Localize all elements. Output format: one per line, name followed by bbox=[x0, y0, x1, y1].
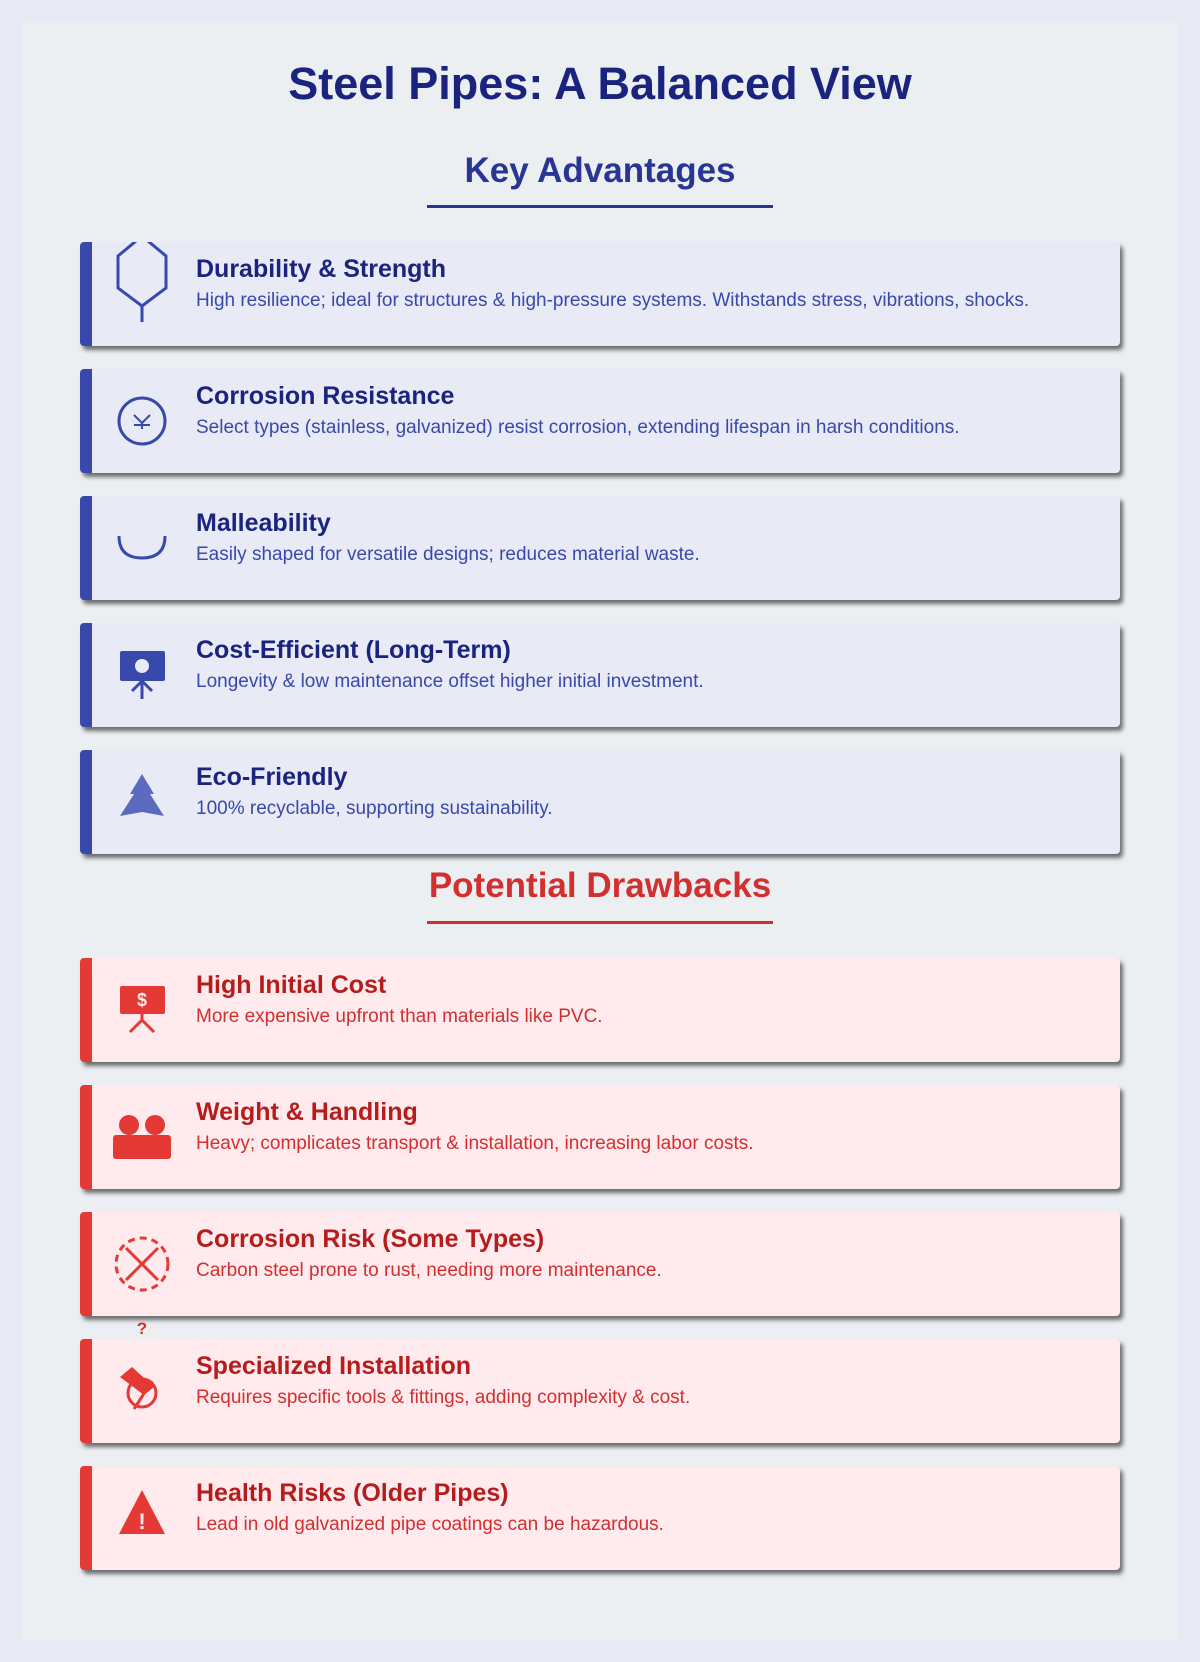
advantage-title: Malleability bbox=[196, 509, 331, 537]
tree-icon bbox=[112, 750, 172, 854]
people-icon bbox=[112, 1085, 172, 1189]
drawback-text: Heavy; complicates transport & installation, increasing labor costs. bbox=[196, 1133, 754, 1154]
svg-text:!: ! bbox=[138, 1509, 146, 1534]
dollar-sign-icon bbox=[112, 958, 172, 1062]
drawback-text: Carbon steel prone to rust, needing more maintenance. bbox=[196, 1260, 662, 1281]
advantage-card-eco-friendly bbox=[80, 750, 1120, 854]
shield-circle-icon bbox=[112, 369, 172, 473]
advantage-card-durability bbox=[80, 242, 1120, 346]
drawback-card-initial-cost bbox=[80, 958, 1120, 1062]
advantages-heading: Key Advantages bbox=[464, 151, 736, 190]
advantage-text: Select types (stainless, galvanized) resist corrosion, extending lifespan in harsh conditions. bbox=[196, 417, 960, 438]
svg-text:$: $ bbox=[136, 990, 148, 1010]
advantages-divider bbox=[427, 205, 773, 208]
tool-icon bbox=[112, 1339, 172, 1443]
hexagon-pipe-icon bbox=[112, 242, 172, 346]
drawbacks-heading: Potential Drawbacks bbox=[428, 866, 772, 905]
advantage-text: High resilience; ideal for structures & high-pressure systems. Withstands stress, vibrations, shocks. bbox=[196, 290, 1030, 311]
drawback-title: Specialized Installation bbox=[196, 1352, 472, 1380]
drawback-title: Corrosion Risk (Some Types) bbox=[196, 1225, 545, 1253]
advantage-text: 100% recyclable, supporting sustainability. bbox=[196, 798, 553, 819]
advantage-card-cost-efficient bbox=[80, 623, 1120, 727]
drawback-card-corrosion-risk bbox=[80, 1212, 1120, 1338]
drawback-title: Health Risks (Older Pipes) bbox=[196, 1479, 509, 1507]
drawback-card-health-risks bbox=[80, 1466, 1120, 1570]
drawback-text: Requires specific tools & fittings, adding complexity & cost. bbox=[196, 1387, 691, 1408]
advantage-title: Corrosion Resistance bbox=[196, 382, 455, 410]
advantage-card-corrosion-resistance bbox=[80, 369, 1120, 473]
drawback-card-specialized-installation bbox=[80, 1339, 1120, 1443]
curve-icon bbox=[112, 496, 172, 600]
advantage-text: Easily shaped for versatile designs; reduces material waste. bbox=[196, 544, 700, 565]
advantage-text: Longevity & low maintenance offset higher initial investment. bbox=[196, 671, 704, 692]
drawback-text: More expensive upfront than materials like PVC. bbox=[196, 1006, 603, 1027]
page-title: Steel Pipes: A Balanced View bbox=[288, 58, 912, 109]
advantage-title: Cost-Efficient (Long-Term) bbox=[196, 636, 511, 664]
crossed-circle-icon bbox=[112, 1212, 172, 1338]
svg-text:?: ? bbox=[136, 1319, 148, 1338]
advantage-title: Eco-Friendly bbox=[196, 763, 348, 791]
drawback-title: High Initial Cost bbox=[196, 971, 387, 999]
drawback-text: Lead in old galvanized pipe coatings can be hazardous. bbox=[196, 1514, 664, 1535]
drawback-title: Weight & Handling bbox=[196, 1098, 418, 1126]
advantage-card-malleability bbox=[80, 496, 1120, 600]
sign-icon bbox=[112, 623, 172, 727]
drawbacks-divider bbox=[427, 921, 773, 924]
advantage-title: Durability & Strength bbox=[196, 255, 447, 283]
drawback-card-weight-handling bbox=[80, 1085, 1120, 1189]
warning-icon bbox=[112, 1466, 172, 1570]
